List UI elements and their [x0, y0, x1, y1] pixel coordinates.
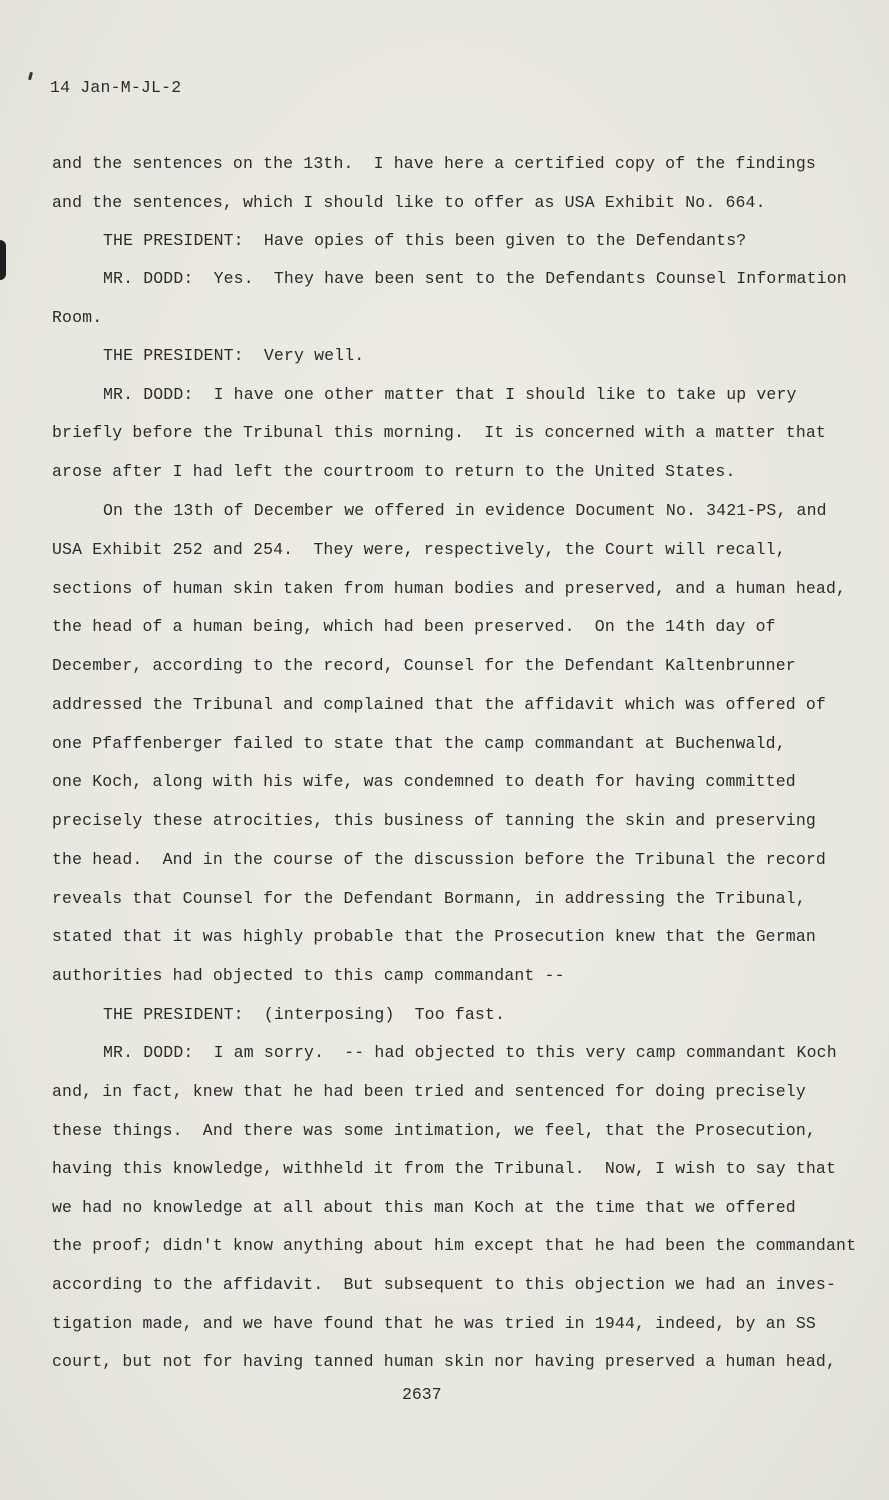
text-line: the proof; didn't know anything about him except that he had been the commandant [52, 1236, 857, 1255]
text-line: sections of human skin taken from human bodies and preserved, and a human head, [52, 579, 847, 598]
text-line: stated that it was highly probable that the Prosecution knew that the German [52, 927, 816, 946]
document-reference: 14 Jan-M-JL-2 [50, 78, 182, 97]
text-line: one Pfaffenberger failed to state that the camp commandant at Buchenwald, [52, 734, 786, 753]
text-line: these things. And there was some intimation, we feel, that the Prosecution, [52, 1121, 816, 1140]
text-line: arose after I had left the courtroom to return to the United States. [52, 462, 736, 481]
text-line: reveals that Counsel for the Defendant Bormann, in addressing the Tribunal, [52, 889, 806, 908]
text-line: one Koch, along with his wife, was condemned to death for having committed [52, 772, 796, 791]
text-line: addressed the Tribunal and complained that the affidavit which was offered of [52, 695, 826, 714]
text-line: MR. DODD: Yes. They have been sent to the Defendants Counsel Information [103, 269, 847, 288]
text-line: the head of a human being, which had been preserved. On the 14th day of [52, 617, 776, 636]
text-line: the head. And in the course of the discussion before the Tribunal the record [52, 850, 826, 869]
text-line: having this knowledge, withheld it from the Tribunal. Now, I wish to say that [52, 1159, 837, 1178]
text-line: and the sentences on the 13th. I have here a certified copy of the findings [52, 154, 816, 173]
text-line: On the 13th of December we offered in evidence Document No. 3421-PS, and [103, 501, 827, 520]
text-line: and the sentences, which I should like to offer as USA Exhibit No. 664. [52, 193, 766, 212]
text-line: precisely these atrocities, this business of tanning the skin and preserving [52, 811, 816, 830]
text-line: THE PRESIDENT: Very well. [103, 346, 365, 365]
text-line: briefly before the Tribunal this morning. It is concerned with a matter that [52, 423, 826, 442]
text-line: THE PRESIDENT: (interposing) Too fast. [103, 1005, 506, 1024]
text-line: according to the affidavit. But subsequent to this objection we had an inves- [52, 1275, 837, 1294]
page-number: 2637 [402, 1385, 442, 1404]
text-line: and, in fact, knew that he had been tried and sentenced for doing precisely [52, 1082, 806, 1101]
text-line: court, but not for having tanned human skin nor having preserved a human head, [52, 1352, 837, 1371]
text-line: Room. [52, 308, 103, 327]
text-line: authorities had objected to this camp commandant -- [52, 966, 565, 985]
text-line: tigation made, and we have found that he was tried in 1944, indeed, by an SS [52, 1314, 816, 1333]
text-line: MR. DODD: I have one other matter that I should like to take up very [103, 385, 797, 404]
text-line: December, according to the record, Counsel for the Defendant Kaltenbrunner [52, 656, 796, 675]
margin-mark [28, 72, 33, 81]
binding-hole-mark [0, 240, 6, 280]
text-line: USA Exhibit 252 and 254. They were, respectively, the Court will recall, [52, 540, 786, 559]
text-line: we had no knowledge at all about this man Koch at the time that we offered [52, 1198, 796, 1217]
text-line: MR. DODD: I am sorry. -- had objected to this very camp commandant Koch [103, 1043, 837, 1062]
text-line: THE PRESIDENT: Have opies of this been given to the Defendants? [103, 231, 747, 250]
